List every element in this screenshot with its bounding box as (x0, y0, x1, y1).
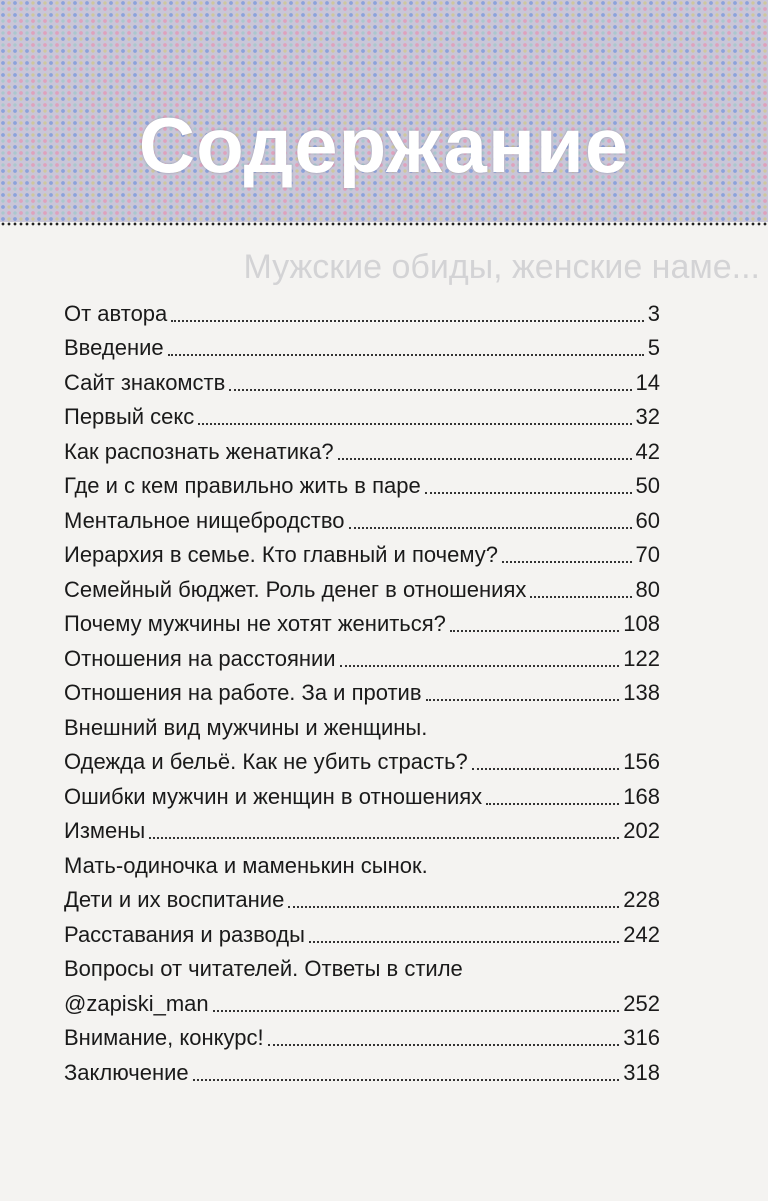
toc-entry-page: 242 (623, 921, 660, 947)
toc-entry-page: 5 (647, 335, 660, 360)
toc-entry (64, 430, 660, 465)
toc-entry (64, 292, 660, 327)
toc-entry (64, 603, 660, 638)
dot-leader (193, 1079, 620, 1081)
dot-leader (288, 906, 619, 908)
dot-leader (502, 561, 632, 563)
toc-entry (64, 672, 660, 707)
toc-entry-title: Первый секс (64, 404, 195, 429)
dot-leader (340, 665, 620, 667)
toc-entry (64, 810, 660, 845)
toc-entry-title: От автора (64, 300, 168, 326)
toc-entry (64, 499, 660, 534)
toc-entry (64, 637, 660, 672)
toc-entry (64, 844, 660, 879)
toc-entry-title: Внимание, конкурс! (64, 1025, 264, 1050)
toc-entry-title: @zapiski_man (64, 990, 209, 1016)
toc-entry-title: Дети и их воспитание (64, 887, 285, 912)
toc-entry (64, 913, 660, 948)
toc-entry-title: Мать-одиночка и маменькин сынок. (64, 852, 428, 878)
toc-entry-title: Измены (64, 818, 146, 843)
toc-entry-page: 168 (623, 783, 660, 809)
toc-entry-title: Расставания и разводы (64, 921, 305, 947)
toc-entry-page: 42 (635, 438, 660, 464)
toc-entry-page: 32 (635, 404, 660, 429)
toc-entry-page: 60 (635, 507, 660, 533)
toc-entry-page: 108 (623, 611, 660, 636)
toc-entry-page: 318 (623, 1059, 660, 1085)
toc-entry-page: 50 (635, 473, 660, 498)
toc-entry-title: Семейный бюджет. Роль денег в отношениях (64, 576, 527, 602)
toc-entry-page: 138 (623, 680, 660, 705)
dot-leader (349, 527, 632, 529)
toc-entry-title: Иерархия в семье. Кто главный и почему? (64, 542, 498, 567)
dot-leader (425, 492, 632, 494)
header-divider (0, 222, 768, 226)
toc-entry (64, 327, 660, 362)
toc-entry (64, 706, 660, 741)
dot-leader (268, 1044, 620, 1046)
toc-entry-page: 316 (623, 1025, 660, 1050)
dot-leader (426, 699, 620, 701)
dot-leader (171, 320, 643, 322)
dot-leader (168, 354, 644, 356)
toc-entry (64, 361, 660, 396)
toc-entry (64, 1017, 660, 1052)
toc-entry (64, 465, 660, 500)
toc-entry-page: 252 (623, 990, 660, 1016)
toc-entry-page: 80 (635, 576, 660, 602)
toc-entry-title: Отношения на работе. За и против (64, 680, 422, 705)
toc-entry-page: 228 (623, 887, 660, 912)
dot-leader (198, 423, 631, 425)
toc-entry-page: 156 (623, 749, 660, 774)
toc-entry (64, 879, 660, 914)
dot-leader (530, 596, 631, 598)
dot-leader (450, 630, 619, 632)
toc-entry (64, 568, 660, 603)
toc-entry-title: Ментальное нищебродство (64, 507, 345, 533)
table-of-contents (64, 292, 660, 1086)
toc-entry-page: 122 (623, 645, 660, 671)
dot-leader (309, 941, 619, 943)
toc-entry-title: Где и с кем правильно жить в паре (64, 473, 421, 498)
toc-entry-title: Введение (64, 335, 164, 360)
dot-leader (486, 803, 619, 805)
toc-entry (64, 982, 660, 1017)
toc-entry-title: Внешний вид мужчины и женщины. (64, 714, 428, 740)
dot-leader (472, 768, 620, 770)
toc-entry (64, 775, 660, 810)
toc-entry-page: 70 (635, 542, 660, 567)
show-through-text: Мужские обиды, женские наме... (243, 248, 760, 286)
toc-entry-title: Ошибки мужчин и женщин в отношениях (64, 783, 483, 809)
header-banner (0, 0, 768, 222)
toc-entry (64, 396, 660, 431)
toc-entry-title: Как распознать женатика? (64, 438, 334, 464)
dot-leader (213, 1010, 620, 1012)
dot-leader (338, 458, 632, 460)
toc-entry-title: Почему мужчины не хотят жениться? (64, 611, 446, 636)
toc-entry-title: Вопросы от читателей. Ответы в стиле (64, 956, 463, 981)
toc-entry (64, 1051, 660, 1086)
toc-entry-page: 3 (647, 300, 660, 326)
toc-entry (64, 534, 660, 569)
toc-entry-title: Сайт знакомств (64, 369, 226, 395)
page-title: Содержание (138, 101, 630, 189)
toc-entry-title: Одежда и бельё. Как не убить страсть? (64, 749, 468, 774)
toc-entry-page: 202 (623, 818, 660, 843)
dot-leader (229, 389, 631, 391)
toc-entry (64, 741, 660, 776)
toc-entry-title: Заключение (64, 1059, 189, 1085)
toc-entry-title: Отношения на расстоянии (64, 645, 336, 671)
dot-leader (149, 837, 619, 839)
toc-entry (64, 948, 660, 983)
toc-entry-page: 14 (635, 369, 660, 395)
